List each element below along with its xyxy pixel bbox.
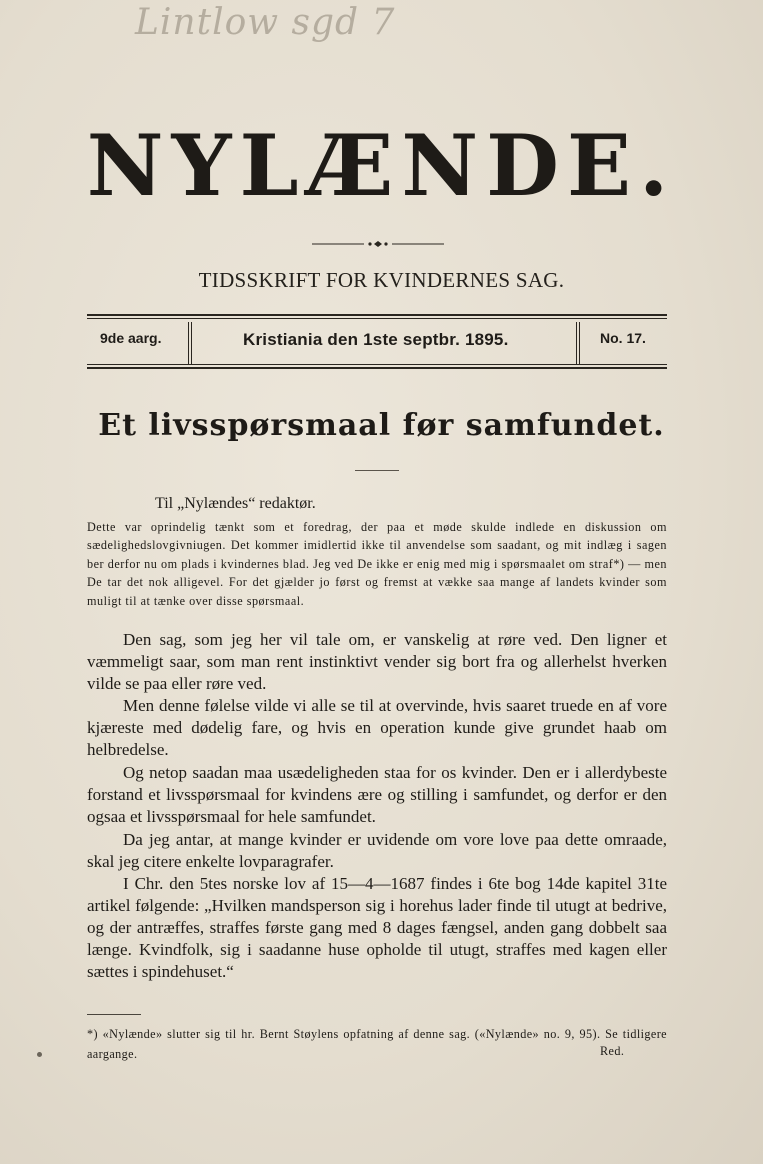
info-bar-bottom-rule: [87, 367, 667, 369]
footnote-signature: Red.: [600, 1044, 625, 1058]
info-bar-divider: [188, 322, 189, 364]
info-bar-divider: [191, 322, 192, 364]
ornament-divider: [312, 240, 444, 248]
info-bar-top-rule-thin: [87, 318, 667, 319]
dateline: Kristiania den 1ste septbr. 1895.: [243, 330, 509, 349]
masthead-subtitle: TIDSSKRIFT FOR KVINDERNES SAG.: [198, 268, 565, 292]
salutation: Til „Nylændes“ redaktør.: [155, 495, 316, 512]
margin-dot: [37, 1052, 42, 1057]
body-paragraph: Da jeg antar, at mange kvinder er uvidende om vore love paa dette omraade, skal jeg citere enkelte lovparagrafer.: [87, 830, 667, 872]
body-paragraph: I Chr. den 5tes norske lov af 15—4—1687 findes i 6te bog 14de kapitel 31te artikel følgende: „Hvilken mandsperson sig i horehus lader finde til utugt at bedrive, og der antræffes, straffes første gang med 8 dages fængsel, anden gang dobbelt saa længe. Kvindfolk, sig i saadanne huse opholde til utugt, straffes med kagen eller sættes i spindehuset.“: [87, 874, 667, 982]
info-bar-divider: [576, 322, 577, 364]
intro-paragraph: Dette var oprindelig tænkt som et foredrag, der paa et møde skulde indlede en diskussion om sædelighedslovgivniugen. Det kommer imidlertid ikke til anvendelse som saadant, og mit indlæg i sagen ber derfor nu om plads i kvindernes blad. Jeg ved De ikke er enig med mig i spørsmaalet om straf*) — men De tar det nok alligevel. For det gjælder jo først og fremst at vække saa mange af landets kvinder som muligt til at tænke over disse spørsmaal.: [87, 520, 667, 608]
volume-label: 9de aarg.: [100, 330, 162, 346]
article-title: Et livsspørsmaal før samfundet.: [98, 408, 665, 443]
info-bar-bottom-rule-thin: [87, 364, 667, 365]
body-paragraph: Men denne følelse vilde vi alle se til at overvinde, hvis saaret truede en af vore kjæreste med dødelig fare, og hvis en operation kunde give grundet haab om helbredelse.: [87, 696, 667, 760]
body-paragraph: Den sag, som jeg her vil tale om, er vanskelig at røre ved. Den ligner et væmmeligt saar, som man rent instinktivt vender sig bort fra og allerhelst hverken vilde se paa eller røre ved.: [87, 630, 667, 694]
footnote: *) «Nylænde» slutter sig til hr. Bernt Støylens opfatning af denne sag. («Nylænde» no. 9, 95). Se tidligere aargange.: [87, 1027, 667, 1061]
info-bar-top-rule: [87, 314, 667, 316]
info-bar-divider: [579, 322, 580, 364]
masthead-title: NYLÆNDE.: [86, 116, 677, 215]
handwritten-note: Lintlow sgd 7: [135, 2, 396, 43]
issue-number: No. 17.: [600, 330, 646, 346]
body-paragraph: Og netop saadan maa usædeligheden staa for os kvinder. Den er i allerdybeste forstand et livsspørsmaal for kvindens ære og stilling i samfundet, og derfor er den ogsaa et livsspørsmaal for hele samfundet.: [87, 763, 667, 827]
title-divider: [355, 470, 399, 471]
footnote-rule: [87, 1014, 141, 1015]
